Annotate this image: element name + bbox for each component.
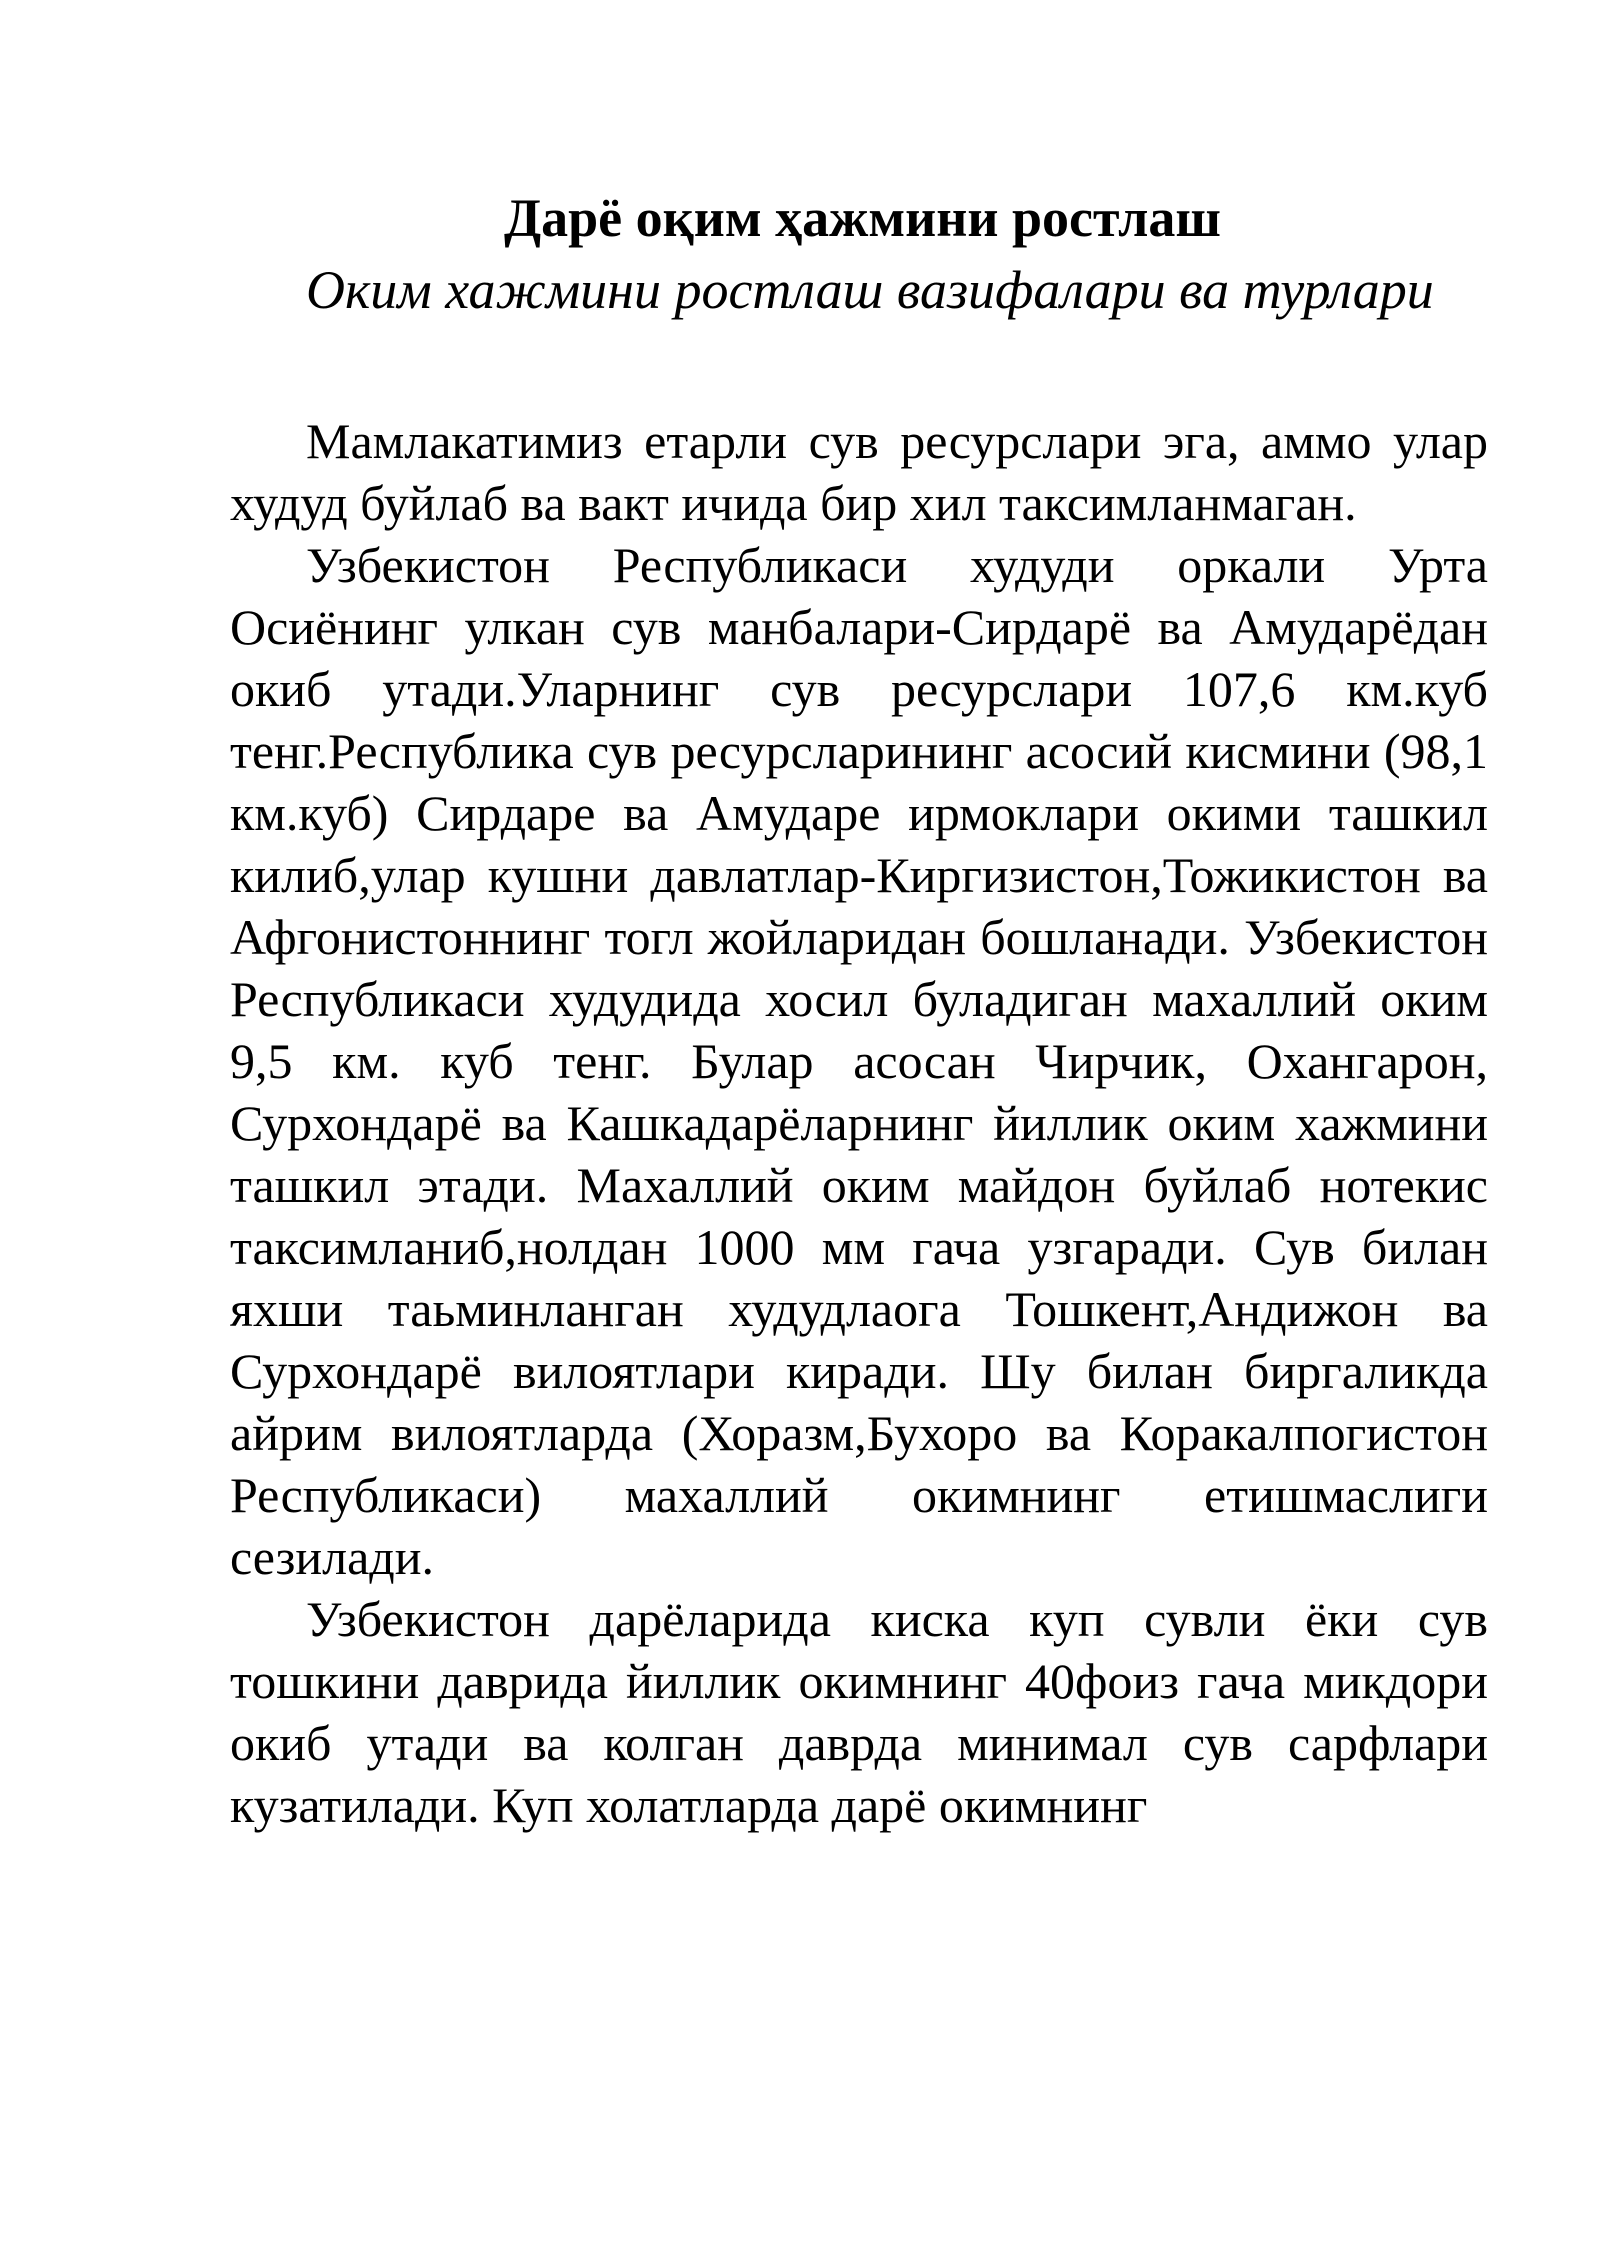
paragraph-2: Узбекистон Республикаси худуди оркали Урта Осиёнинг улкан сув манбалари-Сирдарё ва Амударёдан окиб утади.Уларнинг сув ресурслари 107,6 км.куб тенг.Республика сув ресурсларининг асосий кисмини (98,1 км.куб) Сирдаре ва Амударе ирмоклари окими ташкил килиб,улар кушни давлатлар-Киргизистон,Тожикистон ва Афгонистоннинг тогл жойларидан бошланади. Узбекистон Республикаси худудида хосил буладиган махаллий оким 9,5 км. куб тенг. Булар асосан Чирчик, Охангарон, Сурхондарё ва Кашкадарёларнинг йиллик оким хажмини ташкил этади. Махаллий оким майдон буйлаб нотекис таксимланиб,нолдан 1000 мм гача узгаради. Сув билан яхши таьминланган худудлаога Тошкент,Андижон ва Сурхондарё вилоятлари киради. Шу билан биргаликда айрим вилоятларда (Хоразм,Бухоро ва Коракалпогистон Республикаси) махаллий окимнинг етишмаслиги сезилади. xyxy=(230,537,1488,1585)
page-content xyxy=(230,186,1488,1836)
section-subtitle: Оким хажмини ростлаш вазифалари ва турлари xyxy=(306,260,1434,320)
paragraph-3: Узбекистон дарёларида киска куп сувли ёки сув тошкини даврида йиллик окимнинг 40фоиз гача микдори окиб утади ва колган даврда минимал сув сарфлари кузатилади. Куп холатларда дарё окимнинг xyxy=(230,1591,1488,1833)
page-title: Дарё оқим ҳажмини ростлаш xyxy=(504,188,1222,248)
paragraph-1: Мамлакатимиз етарли сув ресурслари эга, аммо улар худуд буйлаб ва вакт ичида бир хил таксимланмаган. xyxy=(230,413,1488,531)
